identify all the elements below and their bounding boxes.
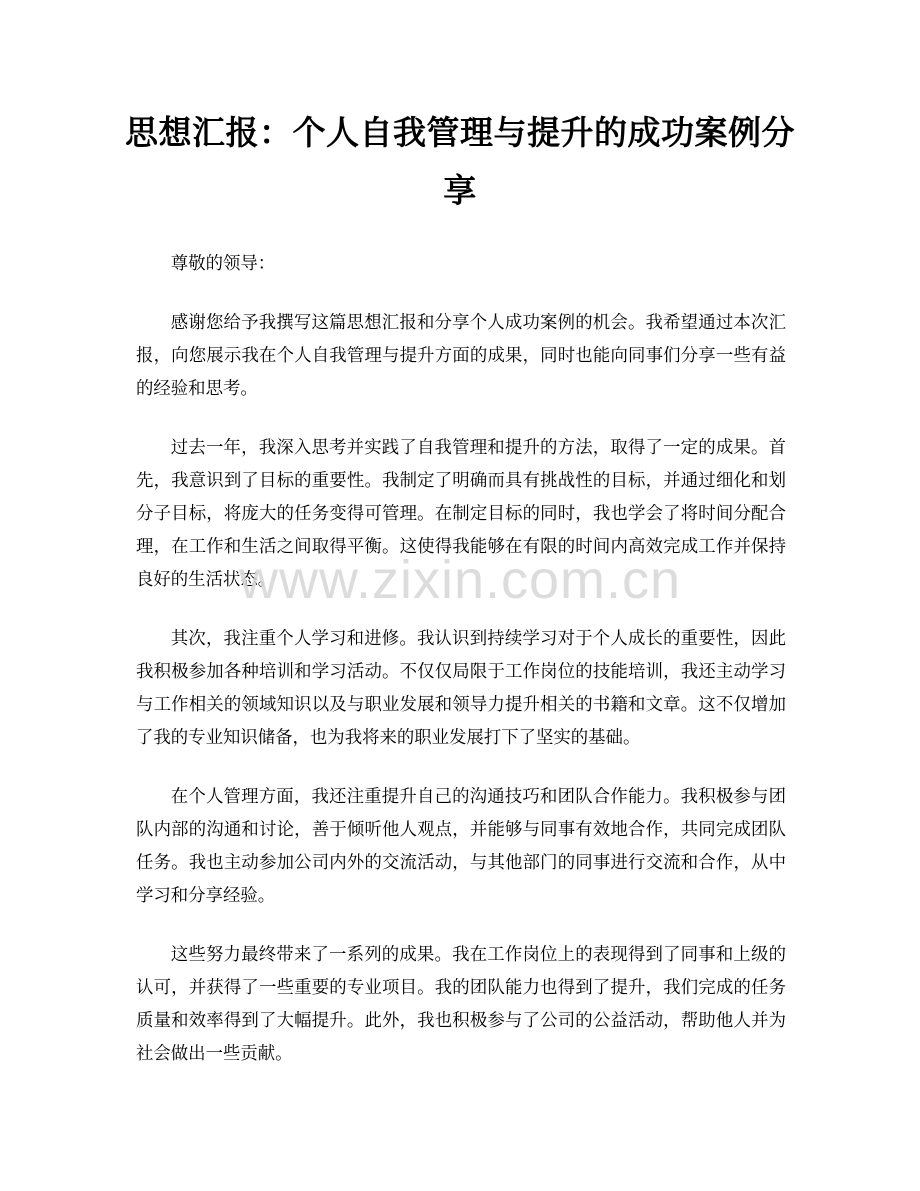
watermark: www.zixin.com.cn	[238, 550, 682, 610]
document-body	[136, 248, 786, 1097]
paragraph-2: 过去一年，我深入思考并实践了自我管理和提升的方法，取得了一定的成果。首先，我意识到了目标的重要性。我制定了明确而具有挑战性的目标，并通过细化和划分子目标，将庞大的任务变得可管理。在制定目标的同时，我也学会了将时间分配合理，在工作和生活之间取得平衡。这使得我能够在有限的时间内高效完成工作并保持良好的生活状态。	[136, 438, 786, 590]
paragraph-1: 感谢您给予我撰写这篇思想汇报和分享个人成功案例的机会。我希望通过本次汇报，向您展示我在个人自我管理与提升方面的成果，同时也能向同事们分享一些有益的经验和思考。	[136, 313, 786, 399]
paragraph-5: 这些努力最终带来了一系列的成果。我在工作岗位上的表现得到了同事和上级的认可，并获得了一些重要的专业项目。我的团队能力也得到了提升，我们完成的任务质量和效率得到了大幅提升。此外，我也积极参与了公司的公益活动，帮助他人并为社会做出一些贡献。	[136, 945, 786, 1064]
paragraph-3: 其次，我注重个人学习和进修。我认识到持续学习对于个人成长的重要性，因此我积极参加各种培训和学习活动。不仅仅局限于工作岗位的技能培训，我还主动学习与工作相关的领域知识以及与职业发展和领导力提升相关的书籍和文章。这不仅增加了我的专业知识储备，也为我将来的职业发展打下了坚实的基础。	[136, 629, 786, 748]
document-title: 思想汇报：个人自我管理与提升的成功案例分享	[125, 113, 795, 210]
salutation: 尊敬的领导：	[170, 254, 276, 274]
paragraph-4: 在个人管理方面，我还注重提升自己的沟通技巧和团队合作能力。我积极参与团队内部的沟通和讨论，善于倾听他人观点，并能够与同事有效地合作，共同完成团队任务。我也主动参加公司内外的交流活动，与其他部门的同事进行交流和合作，从中学习和分享经验。	[136, 787, 786, 906]
